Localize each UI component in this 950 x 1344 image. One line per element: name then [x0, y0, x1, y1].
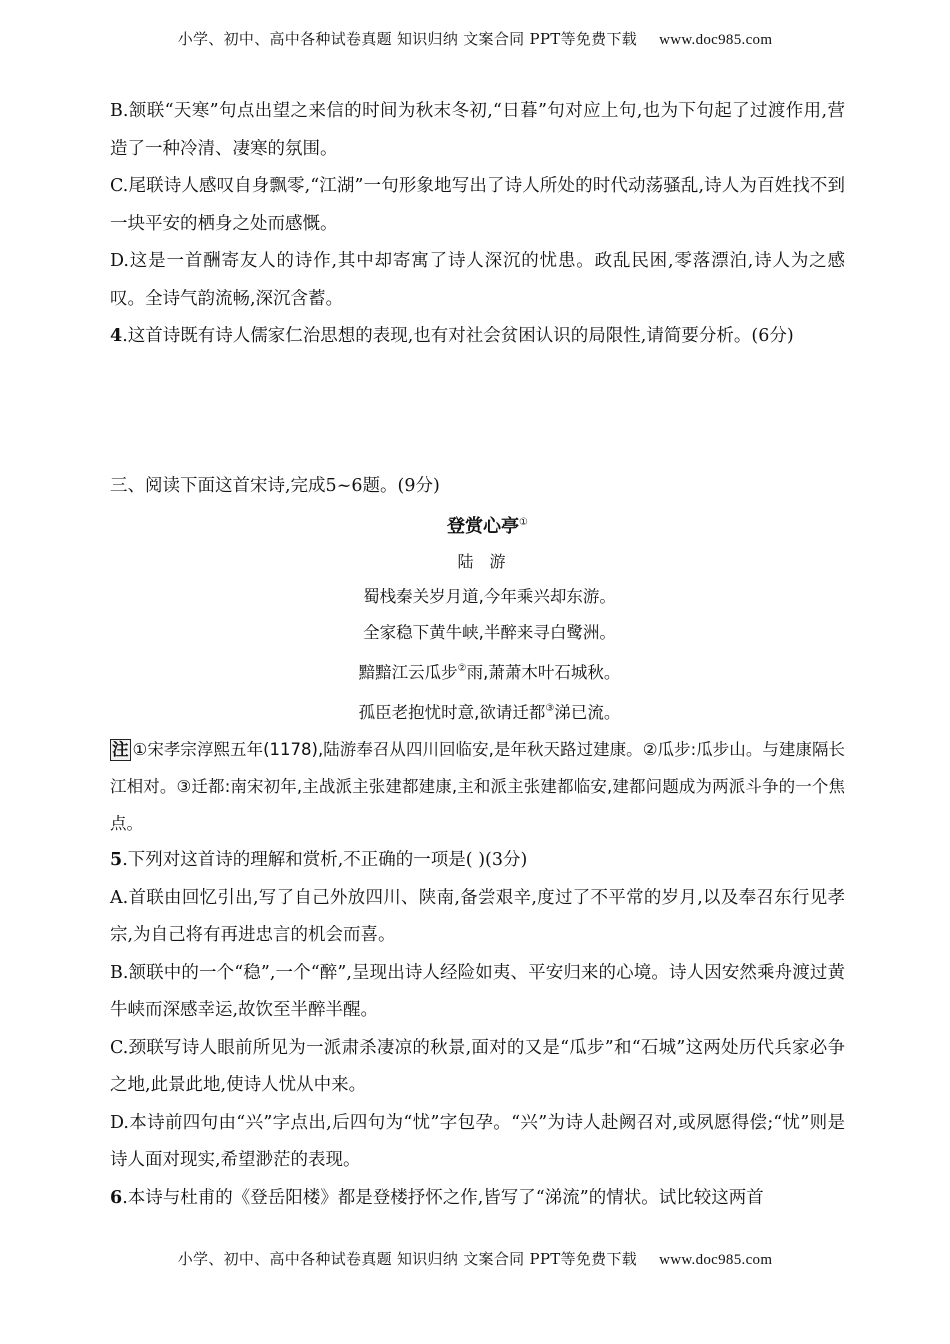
option-a: A.首联由回忆引出,写了自己外放四川、陕南,备尝艰辛,度过了不平常的岁月,以及奉召东行见孝宗,为自己将有再进忠言的机会而喜。 — [110, 887, 845, 945]
question-4 — [110, 318, 845, 356]
page-footer — [0, 1248, 950, 1269]
header-text: 小学、初中、高中各种试卷真题 知识归纳 文案合同 PPT等免费下载 — [177, 30, 638, 48]
poem-line-text: 涕已流。 — [554, 703, 621, 722]
question-4-text: .这首诗既有诗人儒家仁治思想的表现,也有对社会贫困认识的局限性,请简要分析。(6分) — [122, 326, 794, 346]
page-header — [0, 28, 950, 49]
poem-title — [130, 505, 845, 545]
poem-line-text: 全家稳下黄牛峡,半醉来寻白鹭洲。 — [363, 623, 616, 642]
note-tag: 注 — [112, 740, 129, 759]
footnote-mark: ③ — [545, 703, 555, 714]
poem-line-text: 孤臣老抱忧时意,欲请迁都 — [358, 703, 546, 722]
poem-line-text: 蜀栈秦关岁月道,今年乘兴却东游。 — [363, 587, 616, 606]
question-5 — [110, 842, 845, 880]
poem-line — [134, 691, 845, 731]
option-b-prev: B.颔联“天寒”句点出望之来信的时间为秋末冬初,“日暮”句对应上句,也为下句起了过渡作用,营造了一种冷清、凄寒的氛围。 — [110, 101, 845, 159]
poem-line-text: 黯黯江云瓜步 — [358, 663, 458, 682]
footnote-mark: ② — [457, 663, 467, 674]
document-body — [110, 93, 845, 1217]
footer-url[interactable]: www.doc985.com — [659, 1252, 773, 1268]
poem-line — [134, 651, 845, 691]
header-url[interactable]: www.doc985.com — [659, 32, 773, 48]
poem-line — [134, 579, 845, 615]
option-d: D.本诗前四句由“兴”字点出,后四句为“忧”字包孕。“兴”为诗人赴阙召对,或夙愿得偿;“忧”则是诗人面对现实,希望渺茫的表现。 — [110, 1112, 845, 1170]
section-3-title: 三、阅读下面这首宋诗,完成5~6题。(9分) — [110, 475, 440, 496]
question-5-text: .下列对这首诗的理解和赏析,不正确的一项是( )(3分) — [122, 850, 528, 870]
poem-title-text: 登赏心亭 — [447, 516, 520, 537]
footer-text: 小学、初中、高中各种试卷真题 知识归纳 文案合同 PPT等免费下载 — [177, 1250, 638, 1268]
poem-line — [134, 615, 845, 651]
poem-author: 陆游 — [457, 552, 522, 571]
question-6-number: 6 — [110, 1187, 123, 1208]
question-6 — [110, 1180, 845, 1218]
question-6-text: .本诗与杜甫的《登岳阳楼》都是登楼抒怀之作,皆写了“涕流”的情状。试比较这两首 — [122, 1187, 764, 1208]
question-4-number: 4 — [110, 326, 123, 346]
poem-notes — [110, 731, 845, 842]
poem-line-text: 雨,萧萧木叶石城秋。 — [466, 663, 621, 682]
poem-title-footnote-mark: ① — [519, 517, 528, 528]
answer-space — [110, 356, 845, 468]
option-b: B.颔联中的一个“稳”,一个“醉”,呈现出诗人经险如夷、平安归来的心境。诗人因安然乘舟渡过黄牛峡而深感幸运,故饮至半醉半醒。 — [110, 962, 845, 1020]
notes-text: ①宋孝宗淳熙五年(1178),陆游奉召从四川回临安,是年秋天路过建康。②瓜步:瓜步山。与建康隔长江相对。③迁都:南宋初年,主战派主张建都建康,主和派主张建都临安,建都问题成为两派斗争的一个焦点。 — [110, 740, 845, 833]
option-c-prev: C.尾联诗人感叹自身飘零,“江湖”一句形象地写出了诗人所处的时代动荡骚乱,诗人为百姓找不到一块平安的栖身之处而感慨。 — [110, 176, 845, 234]
option-d-prev: D.这是一首酬寄友人的诗作,其中却寄寓了诗人深沉的忧患。政乱民困,零落漂泊,诗人为之感叹。全诗气韵流畅,深沉含蓄。 — [110, 251, 845, 309]
option-c: C.颈联写诗人眼前所见为一派肃杀凄凉的秋景,面对的又是“瓜步”和“石城”这两处历代兵家必争之地,此景此地,使诗人忧从中来。 — [110, 1037, 845, 1095]
question-5-number: 5 — [110, 850, 123, 870]
